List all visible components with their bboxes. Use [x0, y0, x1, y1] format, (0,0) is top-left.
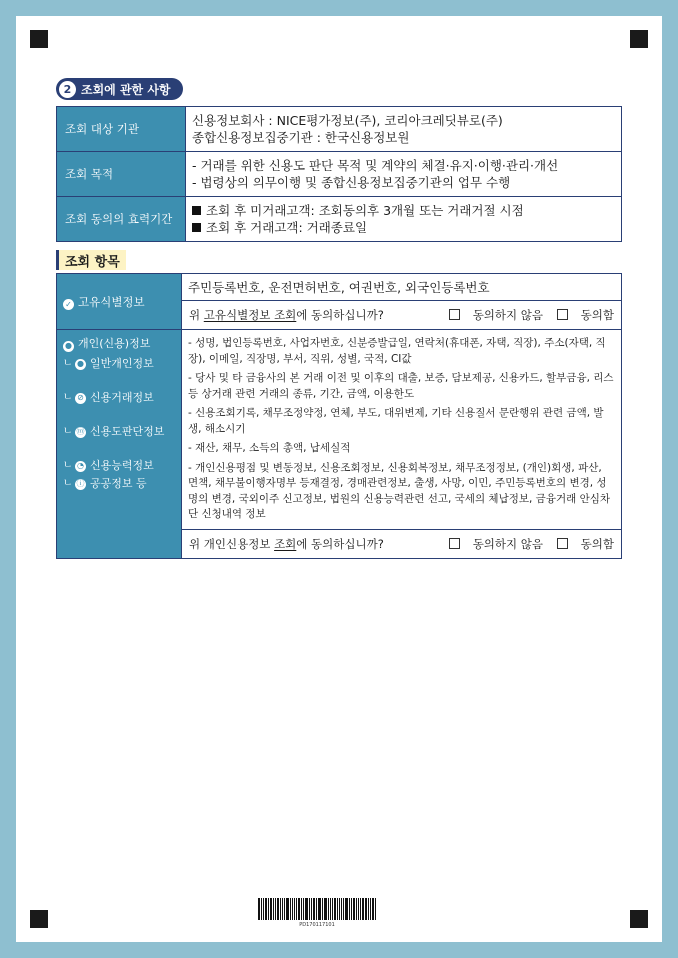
section-title: 조회에 관한 사항	[81, 82, 171, 97]
barcode-bar	[343, 898, 344, 920]
credit-ability-icon: ◔	[75, 461, 86, 472]
sub-category: ㄴ ⓘ 공공정보 등	[63, 477, 147, 490]
detail-credit-ability: - 재산, 채무, 소득의 총액, 납세실적	[188, 442, 351, 454]
barcode-bar	[286, 898, 289, 920]
unique-id-label-cell	[57, 274, 182, 330]
person-icon: ●	[63, 341, 74, 352]
consent-options	[439, 307, 614, 323]
barcode-bar	[360, 898, 361, 920]
unique-id-consent	[183, 302, 620, 328]
registration-mark-top-left	[30, 30, 48, 48]
barcode-bar	[375, 898, 376, 920]
barcode-bar	[332, 898, 333, 920]
inquiry-info-table	[56, 106, 622, 242]
barcode-bar	[275, 898, 276, 920]
sub-category: ㄴ ● 일반개인정보	[63, 357, 154, 370]
row-value	[186, 107, 622, 152]
barcode-bar	[268, 898, 269, 920]
sub-category: ㄴ ⓜ 신용도판단정보	[63, 425, 165, 438]
table-row	[57, 330, 622, 530]
detail-credit-judgment: - 신용조회기록, 채무조정약정, 연체, 부도, 대위변제, 기타 신용질서 문란행위 관련 금액, 발생, 해소시기	[188, 407, 604, 435]
consent-question: 위 고유식별정보 조회에 동의하십니까?	[189, 308, 384, 322]
bullet-square-icon	[192, 223, 201, 232]
detail-public-info: - 개인신용평점 및 변동정보, 신용조회정보, 신용회복정보, 채무조정정보, (개인)회생, 파산, 면책, 채무불이행자명부 등재결정, 경매관련정보, 출생, 사망, 이민, 주민등록번호의 변경, 성명의 변경, 국외이주 신고정보, 법원의 신용능력관련 선고, 국세의 체납정보, 금융거래 안심차단 신청내역 정보	[188, 461, 611, 520]
barcode-bar	[263, 898, 264, 920]
barcode-bar	[351, 898, 352, 920]
registration-mark-top-right	[630, 30, 648, 48]
value-line: 종합신용정보집중기관 : 한국신용정보원	[192, 130, 410, 145]
table-row	[57, 197, 622, 242]
barcode-bar	[337, 898, 338, 920]
row-value	[186, 152, 622, 197]
barcode-bar	[358, 898, 359, 920]
sub-category: ㄴ ◔ 신용능력정보	[63, 459, 154, 472]
barcode-bar	[309, 898, 310, 920]
barcode-bar	[345, 898, 348, 920]
detail-general: - 성명, 법인등록번호, 사업자번호, 신분증발급일, 연락처(휴대폰, 자택, 직장), 주소(자택, 직장), 이메일, 직장명, 부서, 직위, 성별, 국적, CI값	[188, 337, 606, 365]
barcode-bar	[362, 898, 364, 920]
disagree-checkbox[interactable]: 동의하지 않음	[449, 537, 543, 551]
barcode-bar	[284, 898, 285, 920]
barcode-bar	[322, 898, 323, 920]
barcode-bar	[365, 898, 368, 920]
barcode-bar	[261, 898, 262, 920]
unique-id-value: 주민등록번호, 운전면허번호, 여권번호, 외국인등록번호	[182, 274, 622, 301]
credit-trade-icon: ⊘	[75, 393, 86, 404]
general-info-icon: ●	[75, 359, 86, 370]
personal-label-cell	[57, 330, 182, 559]
registration-mark-bottom-right	[630, 910, 648, 928]
personal-consent-cell	[182, 529, 622, 558]
barcode-bar	[282, 898, 283, 920]
row-label: 조회 대상 기관	[57, 107, 186, 152]
unique-id-consent-cell	[182, 301, 622, 330]
barcode-bar	[339, 898, 340, 920]
barcode-bar	[324, 898, 327, 920]
inquiry-items-table	[56, 273, 622, 559]
bullet-square-icon	[192, 206, 201, 215]
personal-label: ● 개인(신용)정보	[65, 337, 151, 350]
consent-question: 위 개인신용정보 조회에 동의하십니까?	[189, 536, 384, 551]
barcode-bar	[301, 898, 302, 920]
credit-judgment-icon: ⓜ	[76, 427, 85, 436]
barcode-bar	[341, 898, 343, 920]
table-row	[57, 274, 622, 301]
section-number: 2	[59, 81, 76, 98]
barcode-bar	[356, 898, 357, 920]
agree-checkbox[interactable]: 동의함	[557, 308, 614, 322]
barcode-bar	[294, 898, 295, 920]
value-line: 조회 후 미거래고객: 조회동의후 3개월 또는 거래거절 시점	[192, 202, 615, 219]
barcode-bar	[305, 898, 308, 920]
barcode-bar	[290, 898, 291, 920]
barcode-bar	[280, 898, 281, 920]
shield-icon: ✓	[63, 299, 74, 310]
value-line: - 법령상의 의무이행 및 종합신용정보집중기관의 업무 수행	[192, 175, 511, 190]
barcode-bar	[319, 898, 321, 920]
barcode-bar	[270, 898, 273, 920]
public-info-icon: ⓘ	[76, 479, 85, 488]
barcode-bar	[318, 898, 319, 920]
barcode-bar	[296, 898, 297, 920]
consent-options	[439, 536, 614, 552]
section-heading	[56, 78, 183, 100]
barcode-bar	[330, 898, 331, 920]
row-label: 조회 동의의 효력기간	[57, 197, 186, 242]
detail-credit-trade: - 당사 및 타 금융사의 본 거래 이전 및 이후의 대출, 보증, 담보제공, 신용카드, 할부금융, 리스 등 상거래 관련 거래의 종류, 기간, 금액, 이용한도	[188, 372, 614, 400]
row-value	[186, 197, 622, 242]
barcode-bar	[372, 898, 374, 920]
barcode-bar	[313, 898, 315, 920]
items-heading: 조회 항목	[56, 250, 126, 270]
barcode-bar	[311, 898, 312, 920]
barcode-bar	[258, 898, 260, 920]
value-line: 조회 후 거래고객: 거래종료일	[192, 219, 615, 236]
barcode-bar	[368, 898, 369, 920]
barcode-bar	[273, 898, 274, 920]
personal-consent	[183, 531, 620, 557]
value-line: 신용정보회사 : NICE평가정보(주), 코리아크레딧뷰로(주)	[192, 113, 503, 128]
barcode-bar	[349, 898, 350, 920]
table-row	[57, 152, 622, 197]
barcode-bar	[316, 898, 317, 920]
barcode-number: PD170117101	[299, 922, 335, 928]
barcode-bar	[370, 898, 371, 920]
unique-id-label: 고유식별정보	[78, 294, 145, 309]
barcode-bar	[353, 898, 355, 920]
row-label: 조회 목적	[57, 152, 186, 197]
barcode-bar	[328, 898, 329, 920]
barcode-bar	[334, 898, 336, 920]
registration-mark-bottom-left	[30, 910, 48, 928]
barcode-bar	[303, 898, 304, 920]
value-line: - 거래를 위한 신용도 판단 목적 및 계약의 체결·유지·이행·관리·개선	[192, 158, 559, 173]
barcode-bar	[277, 898, 279, 920]
disagree-checkbox[interactable]: 동의하지 않음	[449, 308, 543, 322]
barcode	[258, 898, 376, 920]
personal-details-cell	[182, 330, 622, 530]
barcode-bar	[292, 898, 294, 920]
agree-checkbox[interactable]: 동의함	[557, 537, 614, 551]
barcode-bar	[265, 898, 267, 920]
table-row	[57, 107, 622, 152]
barcode-bar	[298, 898, 300, 920]
sub-category: ㄴ ⊘ 신용거래정보	[63, 391, 154, 404]
